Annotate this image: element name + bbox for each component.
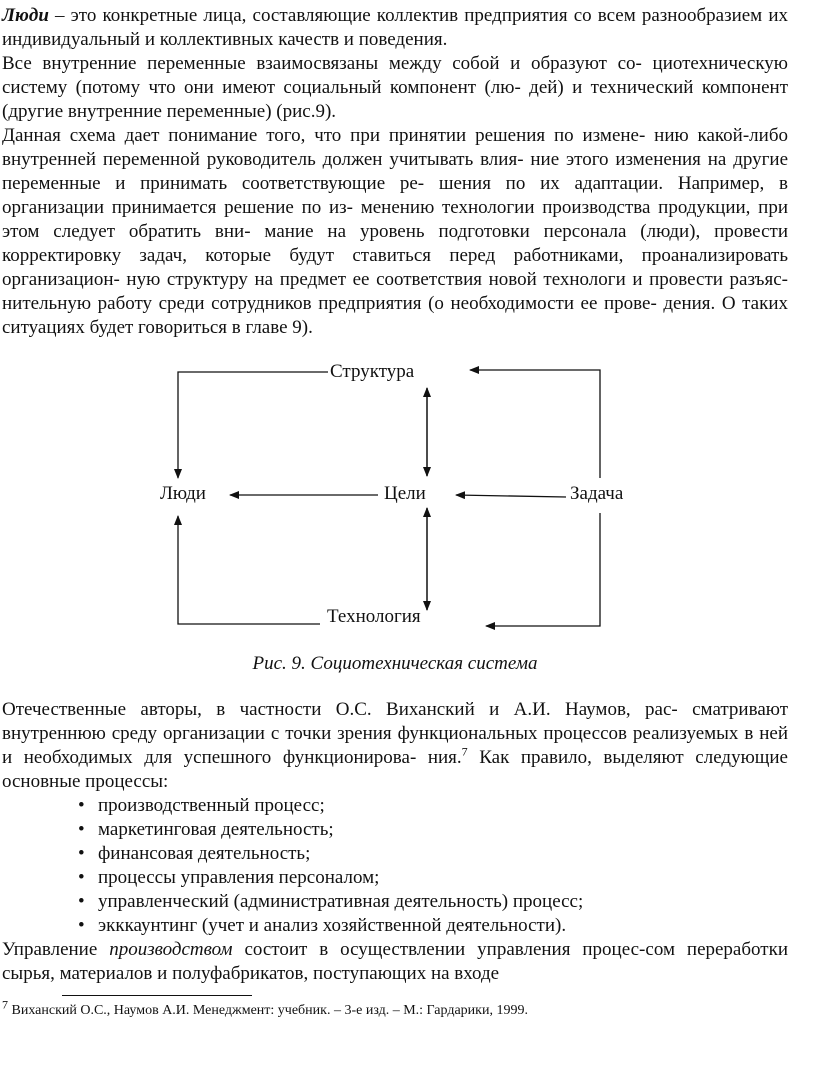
- node-goals: Цели: [384, 483, 426, 504]
- people-definition-text: – это конкретные лица, составляющие коллектив предприятия со всем разнообразием их индивидуальный и коллективных качеств и поведения.: [2, 5, 788, 50]
- paragraph-functional-processes: [2, 698, 788, 794]
- list-item: • маркетинговая деятельность;: [78, 818, 788, 842]
- node-technology: Технология: [327, 606, 421, 627]
- node-people: Люди: [160, 483, 206, 504]
- processes-list: [2, 794, 788, 938]
- production-emphasis: производством: [109, 939, 233, 960]
- footnote-text: Виханский О.С., Наумов А.И. Менеджмент: учебник. – 3-е изд. – М.: Гардарики, 1999.: [8, 1003, 528, 1018]
- paragraph-scheme-explanation: Данная схема дает понимание того, что при принятии решения по измене- нию какой-либо внутренней переменной руководитель должен учитывать влия- ние этого изменения на другие переменные и принимать соответствующие ре- шения по их адаптации. Например, в организации принимается решение по из- менению технологии производства продукции, при этом следует обратить вни- мание на уровень подготовки персонала (люди), провести корректировку задач, которые будут ставиться перед работниками, проанализировать организацион- ную структуру на предмет ее соответствия новой технологи и провести разъяс- нительную работу среди сотрудников предприятия (о необходимости ее прове- дения. О таких ситуациях будет говориться в главе 9).: [2, 125, 788, 338]
- figure-caption: Рис. 9. Социотехническая система: [252, 653, 538, 674]
- processes-intro-tail: Как правило, выделяют следующие основные процессы:: [2, 747, 788, 792]
- footnote-divider: [62, 995, 252, 996]
- list-item: • экккаунтинг (учет и анализ хозяйственной деятельности).: [78, 914, 788, 938]
- arrow-task-to-goals: [456, 495, 566, 497]
- term-people: Люди: [2, 5, 49, 26]
- arrow-technology-to-people: [178, 516, 320, 624]
- footnote-mark: 7: [2, 997, 8, 1012]
- paragraph-sociotechnical-system: Все внутренние переменные взаимосвязаны между собой и образуют со- циотехническую систему (потому что они имеют социальный компонент (лю- дей) и технический компонент (другие внутренние переменные) (рис.9).: [2, 53, 788, 122]
- paragraph-production-management: [2, 938, 788, 986]
- processes-intro-text: Отечественные авторы, в частности О.С. Виханский и А.И. Наумов, рас- сматривают внутреннюю среду организации с точки зрения функциональных процессов реализуемых в ней и необходимых для успешного функционирова- ния.: [2, 699, 788, 768]
- node-structure: Структура: [330, 361, 415, 382]
- production-text-start: Управление: [2, 939, 110, 960]
- document-page: [2, 4, 788, 1020]
- arrow-task-to-technology: [486, 513, 600, 626]
- footnote: [2, 997, 788, 1020]
- sociotechnical-diagram: [2, 358, 788, 638]
- list-item: • процессы управления персоналом;: [78, 866, 788, 890]
- list-item: • финансовая деятельность;: [78, 842, 788, 866]
- production-text-end: состоит в осуществлении управления процес-сом переработки сырья, материалов и полуфабрикатов, поступающих на входе: [2, 939, 788, 984]
- list-item: • производственный процесс;: [78, 794, 788, 818]
- list-item: • управленческий (административная деятельность) процесс;: [78, 890, 788, 914]
- arrow-structure-to-people: [178, 372, 328, 478]
- arrow-task-to-structure: [470, 370, 600, 478]
- node-task: Задача: [570, 483, 624, 504]
- footnote-reference: 7: [461, 744, 468, 759]
- paragraph-people-definition: [2, 4, 788, 52]
